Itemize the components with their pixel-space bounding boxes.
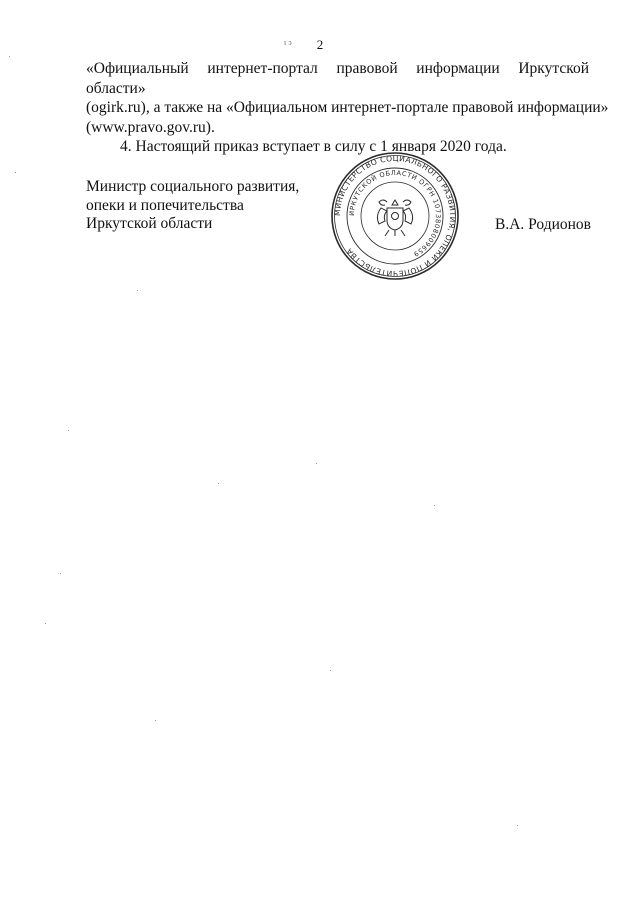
scan-speck [517, 825, 518, 826]
official-seal-icon [329, 150, 461, 282]
scan-speck [15, 172, 16, 173]
page-number: 2 [316, 37, 324, 52]
double-headed-eagle-icon [377, 200, 412, 236]
signatory-name: В.А. Родионов [495, 216, 591, 233]
seal-outer-text: МИНИСТЕРСТВО СОЦИАЛЬНОГО РАЗВИТИЯ, ОПЕКИ И ПОПЕЧИТЕЛЬСТВА [332, 153, 458, 279]
scan-speck [45, 623, 46, 624]
scan-speck [316, 463, 317, 464]
document-body [86, 59, 609, 157]
paragraph-3-line-1: «Официальный интернет-портал правовой информации Иркутской области» [86, 60, 589, 97]
scan-speck [434, 505, 435, 506]
seal-inner-text: ИРКУТСКОЙ ОБЛАСТИ ОГРН 1073808009659 [347, 168, 443, 259]
scan-speck [218, 483, 219, 484]
scan-speck [155, 720, 156, 721]
position-line-2: опеки и попечительства [86, 196, 244, 214]
scan-speck [60, 573, 61, 574]
signatory-position [86, 178, 299, 234]
scan-mark: ι ͻ [284, 38, 292, 47]
paragraph-3-line-3: (www.pravo.gov.ru). [86, 118, 215, 136]
paragraph-3-line-2: (ogirk.ru), а также на «Официальном интернет-портале правовой информации» [86, 99, 609, 116]
scan-speck [137, 290, 138, 291]
scan-speck [9, 56, 10, 57]
scan-speck [68, 430, 69, 431]
paragraph-4: 4. Настоящий приказ вступает в силу с 1 января 2020 года. [120, 138, 507, 155]
paragraph-3 [86, 59, 609, 137]
scan-speck [330, 670, 331, 671]
position-line-1: Министр социального развития, [86, 178, 300, 195]
position-line-3: Иркутской области [86, 215, 213, 232]
